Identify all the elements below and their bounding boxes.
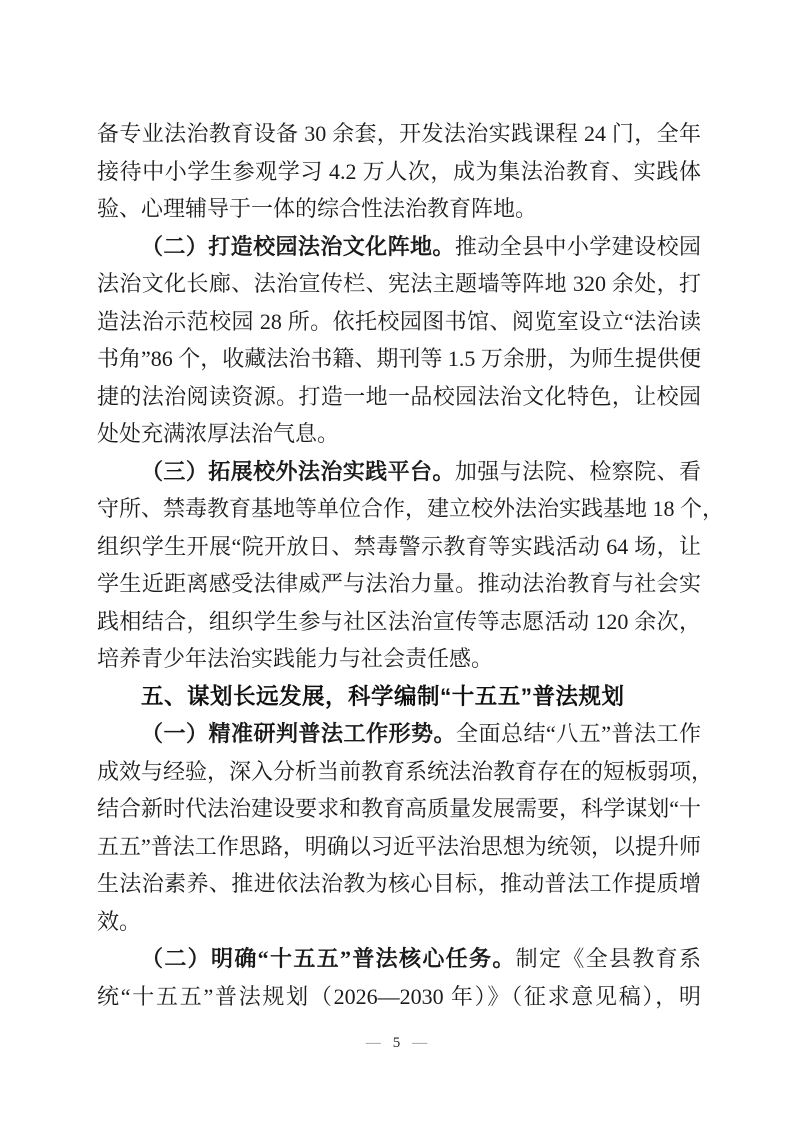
body-text-line: 生法治素养、推进依法治教为核心目标，推动普法工作提质增 [97, 871, 701, 896]
body-text-line: 培养青少年法治实践能力与社会责任感。 [97, 646, 494, 671]
body-text-line: 书角”86 个，收藏法治书籍、期刊等 1.5 万余册，为师生提供便 [97, 346, 701, 371]
line-text: 推动全县中小学建设校园 [454, 233, 701, 259]
line-text: 制定《全县教育系 [515, 946, 701, 971]
paragraph-lead: （一）精准研判普法工作形势。 [141, 721, 456, 746]
line-text: 全面总结“八五”普法工作 [455, 721, 701, 746]
body-text-line: 结合新时代法治建设要求和教育高质量发展需要，科学谋划“十 [97, 796, 701, 821]
paragraph-start-line [97, 940, 701, 978]
body-text-line: 成效与经验，深入分析当前教育系统法治教育存在的短板弱项， [97, 758, 714, 784]
paragraph-start-line [97, 453, 701, 491]
body-text-line: 五五”普法工作思路，明确以习近平法治思想为统领，以提升师 [97, 833, 701, 859]
line-text: 加强与法院、检察院、看 [454, 458, 701, 484]
body-text-line: 统“十五五”普法规划（2026—2030 年）》（征求意见稿），明 [97, 983, 701, 1009]
body-text-line: 接待中小学生参观学习 4.2 万人次，成为集法治教育、实践体 [97, 158, 701, 184]
paragraph-lead: （二）明确“十五五”普法核心任务。 [141, 946, 516, 971]
paragraph-lead: （二）打造校园法治文化阵地。 [141, 233, 455, 259]
page-footer [0, 1033, 793, 1053]
document-body [97, 115, 725, 1015]
body-text-line: 验、心理辅导于一体的综合性法治教育阵地。 [97, 196, 538, 221]
paragraph-start-line [97, 715, 701, 753]
body-text-line: 备专业法治教育设备 30 余套，开发法治实践课程 24 门，全年 [97, 121, 701, 146]
footer-dash-right: — [412, 1035, 428, 1051]
body-text-line: 法治文化长廊、法治宣传栏、宪法主题墙等阵地 320 余处，打 [97, 271, 701, 296]
body-text-line: 践相结合，组织学生参与社区法治宣传等志愿活动 120 余次， [97, 608, 701, 634]
body-text-line: 处处充满浓厚法治气息。 [97, 421, 340, 446]
paragraph-lead: （三）拓展校外法治实践平台。 [141, 458, 455, 484]
body-text-line: 组织学生开展“院开放日、禁毒警示教育等实践活动 64 场，让 [97, 533, 701, 559]
paragraph-start-line [97, 228, 701, 266]
body-text-line: 守所、禁毒教育基地等单位合作，建立校外法治实践基地 18 个， [97, 496, 725, 521]
body-text-line: 效。 [97, 908, 142, 934]
footer-dash-left: — [365, 1035, 381, 1051]
body-text-line: 造法治示范校园 28 所。依托校园图书馆、阅览室设立“法治读 [97, 308, 701, 334]
body-text-line: 学生近距离感受法律威严与法治力量。推动法治教育与社会实 [97, 571, 701, 596]
page-number: 5 [392, 1035, 401, 1051]
body-text-line: 捷的法治阅读资源。打造一地一品校园法治文化特色，让校园 [97, 383, 701, 409]
section-heading: 五、谋划长远发展，科学编制“十五五”普法规划 [141, 683, 625, 709]
